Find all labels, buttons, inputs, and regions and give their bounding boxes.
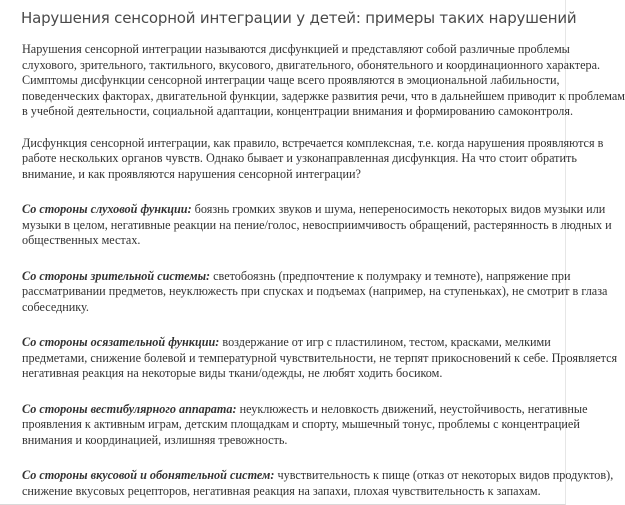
section-tactile bbox=[22, 335, 618, 382]
article-body bbox=[22, 42, 625, 499]
section-heading: Со стороны слуховой функции: bbox=[22, 202, 192, 216]
text-line: работе нескольких органов чувств. Однако бывает и узконаправленная дисфункция. На что стоит обратить bbox=[22, 151, 577, 165]
text-line: Дисфункция сенсорной интеграции, как правило, встречается комплексная, т.е. когда нарушения проявляются в bbox=[22, 135, 604, 150]
section-auditory bbox=[22, 202, 612, 249]
section-text: светобоязнь (предпочтение к полумраку и темноте), напряжение при bbox=[210, 268, 571, 283]
text-line: рассматривании предметов, неуклюжесть при спусках и подъемах (например, на ступеньках), не смотрит в глаза bbox=[22, 284, 608, 298]
text-line: поведенческих факторах, двигательной функции, задержке развития речи, что в дальнейшем приводит к проблемам bbox=[22, 88, 625, 103]
text-line: общественных местах. bbox=[22, 233, 141, 247]
section-visual bbox=[22, 268, 608, 316]
section-vestibular bbox=[22, 401, 588, 449]
section-text: боязнь громких звуков и шума, непереносимость некоторых видов музыки или bbox=[191, 202, 606, 216]
section-text: неуклюжесть и неловкость движений, неустойчивость, негативные bbox=[236, 401, 588, 416]
text-line: проявления к активным играм, детским площадкам и спорту, мышечный тонус, проблемы с концентрацией bbox=[22, 417, 580, 431]
section-heading: Со стороны зрительной системы: bbox=[22, 268, 211, 283]
text-line: внимания и координацией, излишняя тревожность. bbox=[22, 432, 288, 447]
section-first-line bbox=[22, 468, 614, 484]
section-first-line bbox=[22, 401, 588, 418]
section-heading: Со стороны вестибулярного аппарата: bbox=[22, 401, 237, 416]
text-line: в учебной деятельности, социальной адаптации, концентрации внимания и формированию самоконтроля. bbox=[22, 104, 574, 118]
section-text: чувствительность к пище (отказ от некоторых видов продуктов), bbox=[274, 468, 614, 482]
section-first-line bbox=[22, 335, 551, 351]
section-text: воздержание от игр с пластилином, тестом, красками, мелкими bbox=[219, 335, 551, 349]
text-line: негативная реакция на некоторые виды ткани/одежды, не любят ходить босиком. bbox=[22, 366, 443, 380]
section-heading: Со стороны вкусовой и обонятельной систем: bbox=[22, 468, 275, 482]
intro-paragraph bbox=[22, 42, 625, 120]
section-heading: Со стороны осязательной функции: bbox=[22, 335, 220, 349]
text-line: собеседнику. bbox=[22, 299, 89, 314]
article-title: Нарушения сенсорной интеграции у детей: примеры таких нарушений bbox=[21, 9, 577, 27]
section-first-line bbox=[22, 202, 606, 218]
section-first-line bbox=[22, 268, 571, 285]
text-line: музыки в целом, негативные реакции на пение/голос, невосприимчивость обращений, растерянность в людных и bbox=[22, 217, 612, 232]
text-line: Нарушения сенсорной интеграции называются дисфункцией и представляют собой различные проблемы bbox=[22, 42, 570, 56]
text-line: внимание, и как проявляются нарушения сенсорной интеграции? bbox=[22, 166, 361, 181]
complex-dysfunction-paragraph bbox=[22, 135, 604, 183]
text-line: снижение вкусовых рецепторов, негативная реакция на запахи, плохая чувствительность к запахам. bbox=[22, 483, 541, 498]
text-line: Симптомы дисфункции сенсорной интеграции чаще всего проявляются в эмоциональной лабильности, bbox=[22, 73, 560, 87]
section-taste-smell bbox=[22, 468, 614, 499]
text-line: слухового, зрительного, тактильного, вкусового, двигательного, обонятельного и координационного характера. bbox=[22, 57, 601, 72]
text-line: предметами, снижение болевой и температурной чувствительности, не терпят прикосновений к себе. Проявляется bbox=[22, 350, 618, 365]
